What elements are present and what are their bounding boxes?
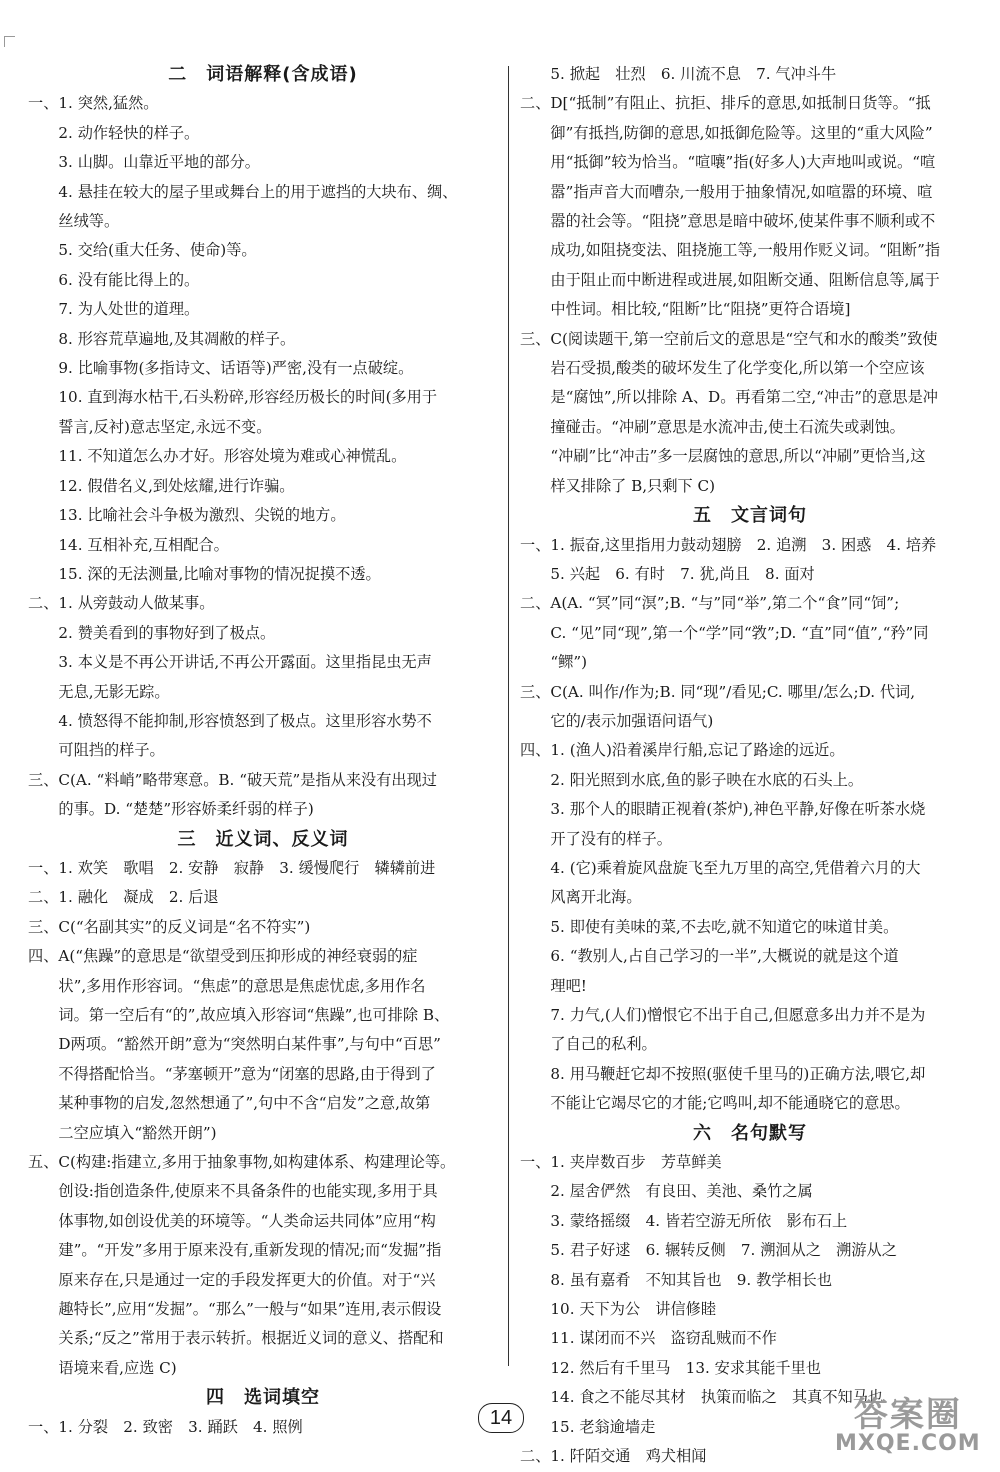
answer-line: 不能让它竭尽它的才能;它鸣叫,却不能通晓它的意思。: [520, 1094, 910, 1113]
column-divider: [508, 66, 509, 1366]
page-number: 14: [478, 1403, 524, 1433]
answer-line: 四、1. (渔人)沿着溪岸行船,忘记了路途的远近。: [520, 741, 845, 760]
answer-line: 二、1. 融化 凝成 2. 后退: [28, 888, 219, 907]
answer-line: 建”。“开发”多用于原来没有,重新发现的情况;而“发掘”指: [28, 1241, 442, 1260]
answer-line: 2. 阳光照到水底,鱼的影子映在水底的石头上。: [520, 770, 864, 789]
answer-line: 开了没有的样子。: [520, 829, 672, 848]
answer-line: 二、D[“抵制”有阻止、抗拒、排斥的意思,如抵制日货等。“抵: [520, 94, 931, 113]
answer-line: 15. 深的无法测量,比喻对事物的情况捉摸不透。: [28, 564, 381, 583]
answer-line: 岩石受损,酸类的破坏发生了化学变化,所以第一个空应该: [520, 359, 925, 378]
answer-line: 一、1. 分裂 2. 致密 3. 踊跃 4. 照例: [28, 1417, 303, 1436]
answer-line: 某种事物的启发,忽然想通了”,句中不含“启发”之意,故第: [28, 1094, 431, 1113]
answer-line: 二空应填入“豁然开朗”): [28, 1123, 217, 1142]
answer-line: 中性词。相比较,“阻断”比“阻挠”更符合语境]: [520, 300, 851, 319]
answer-line: “冲刷”比“冲击”多一层腐蚀的意思,所以“冲刷”更恰当,这: [520, 447, 926, 466]
answer-line: 4. 悬挂在较大的屋子里或舞台上的用于遮挡的大块布、绸、: [28, 182, 458, 201]
answer-line: 无息,无影无踪。: [28, 682, 170, 701]
answer-line: 样又排除了 B,只剩下 C): [520, 476, 716, 495]
answer-line: 是“腐蚀”,所以排除 A、D。再看第二空,“冲击”的意思是冲: [520, 388, 938, 407]
watermark-url: MXQE.COM: [835, 1431, 981, 1456]
answer-line: 丝绒等。: [28, 212, 120, 231]
answer-line: 理吧!: [520, 976, 587, 995]
answer-line: 誓言,反衬)意志坚定,永远不变。: [28, 417, 272, 436]
answer-line: D两项。“豁然开朗”意为“突然明白某件事”,与句中“百思”: [28, 1035, 441, 1054]
answer-line: 3. 蒙络摇缀 4. 皆若空游无所依 影布石上: [520, 1211, 848, 1230]
section-heading: 六 名句默写: [693, 1122, 807, 1144]
answer-line: 9. 比喻事物(多指诗文、话语等)严密,没有一点破绽。: [28, 359, 414, 378]
watermark: [835, 1395, 981, 1456]
answer-line: 15. 老翁逾墙走: [520, 1417, 656, 1436]
answer-line: 14. 食之不能尽其材 执策而临之 其真不知马也: [520, 1388, 884, 1407]
answer-line: 5. 交给(重大任务、使命)等。: [28, 241, 257, 260]
answer-line: 二、1. 从旁鼓动人做某事。: [28, 594, 215, 613]
answer-line: 8. 虽有嘉肴 不知其旨也 9. 教学相长也: [520, 1270, 833, 1289]
right-column: [520, 60, 980, 1472]
answer-line: 7. 为人处世的道理。: [28, 300, 200, 319]
answer-line: 嚣的社会等。“阻挠”意思是暗中破坏,使某件事不顺利或不: [520, 212, 936, 231]
answer-line: 5. 掀起 壮烈 6. 川流不息 7. 气冲斗牛: [520, 65, 837, 83]
answer-line: 14. 互相补充,互相配合。: [28, 535, 229, 554]
answer-line: 三、C(A. 叫作/作为;B. 同“现”/看见;C. 哪里/怎么;D. 代词,: [520, 682, 916, 701]
answer-line: 7. 力气,(人们)憎恨它不出于自己,但愿意多出力并不是为: [520, 1006, 926, 1024]
answer-line: 嚣”指声音大而嘈杂,一般用于抽象情况,如喧嚣的环境、喧: [520, 182, 933, 201]
answer-line: 一、1. 突然,猛然。: [28, 94, 159, 113]
answer-line: 撞碰击。“冲刷”意思是水流冲击,使土石流失或剥蚀。: [520, 417, 905, 436]
answer-line: 5. 君子好逑 6. 辗转反侧 7. 溯洄从之 溯游从之: [520, 1241, 897, 1260]
answer-line: 体事物,如创设优美的环境等。“人类命运共同体”应用“构: [28, 1211, 436, 1230]
answer-line: 2. 赞美看到的事物好到了极点。: [28, 623, 276, 642]
answer-line: 3. 山脚。山靠近平地的部分。: [28, 153, 260, 172]
corner-crop-mark: [4, 36, 15, 47]
answer-line: 二、1. 阡陌交通 鸡犬相闻: [520, 1447, 707, 1466]
answer-line: 三、C(A. “料峭”略带寒意。B. “破天荒”是指从来没有出现过: [28, 770, 437, 789]
answer-line: 风离开北海。: [520, 888, 642, 907]
answer-line: 由于阻止而中断进程或进展,如阻断交通、阻断信息等,属于: [520, 270, 940, 289]
answer-line: 成功,如阻挠变法、阻挠施工等,一般用作贬义词。“阻断”指: [520, 241, 941, 260]
answer-line: 一、1. 夹岸数百步 芳草鲜美: [520, 1153, 722, 1172]
answer-line: 创设:指创造条件,使原来不具备条件的也能实现,多用于具: [28, 1182, 438, 1201]
answer-line: 五、C(构建:指建立,多用于抽象事物,如构建体系、构建理论等。: [28, 1153, 456, 1172]
answer-line: 可阻挡的样子。: [28, 741, 165, 760]
answer-line: 6. 没有能比得上的。: [28, 270, 200, 289]
answer-line: “鳏”): [520, 653, 588, 672]
left-column: [28, 60, 498, 1442]
answer-line: 6. “教别人,占自己学习的一半”,大概说的就是这个道: [520, 947, 899, 966]
answer-line: 了自己的私利。: [520, 1035, 657, 1054]
answer-line: 关系;“反之”常用于表示转折。根据近义词的意义、搭配和: [28, 1329, 444, 1348]
answer-line: 一、1. 振奋,这里指用力鼓动翅膀 2. 追溯 3. 困惑 4. 培养: [520, 535, 937, 554]
answer-line: 3. 本义是不再公开讲话,不再公开露面。这里指昆虫无声: [28, 653, 432, 672]
answer-line: 10. 直到海水枯干,石头粉碎,形容经历极长的时间(多用于: [28, 388, 438, 407]
answer-line: 2. 动作轻快的样子。: [28, 123, 200, 142]
answer-line: 11. 谋闭而不兴 盗窃乱贼而不作: [520, 1329, 777, 1348]
section-heading: 四 选词填空: [206, 1387, 320, 1409]
section-heading: 五 文言词句: [693, 505, 807, 527]
answer-line: 三、C(“名副其实”的反义词是“名不符实”): [28, 917, 311, 936]
answer-line: 4. 愤怒得不能抑制,形容愤怒到了极点。这里形容水势不: [28, 711, 432, 730]
section-heading: 三 近义词、反义词: [177, 828, 349, 850]
answer-line: 词。第一空后有“的”,故应填入形容词“焦躁”,也可排除 B、: [28, 1006, 450, 1024]
answer-line: 的事。D. “楚楚”形容娇柔纤弱的样子): [28, 800, 314, 819]
answer-line: 御”有抵挡,防御的意思,如抵御危险等。这里的“重大风险”: [520, 123, 933, 142]
answer-line: 不得搭配恰当。“茅塞顿开”意为“闭塞的思路,由于得到了: [28, 1064, 436, 1083]
answer-line: 一、1. 欢笑 歌唱 2. 安静 寂静 3. 缓慢爬行 辚辚前进: [28, 858, 436, 877]
answer-line: 3. 那个人的眼睛正视着(茶炉),神色平静,好像在听茶水烧: [520, 800, 926, 819]
watermark-logo: 答案圈: [853, 1395, 962, 1435]
answer-line: 8. 用马鞭赶它却不按照(驱使千里马的)正确方法,喂它,却: [520, 1064, 926, 1083]
answer-line: 状”,多用作形容词。“焦虑”的意思是焦虑忧虑,多用作名: [28, 976, 426, 995]
answer-line: 趣特长”,应用“发掘”。“那么”一般与“如果”连用,表示假设: [28, 1300, 442, 1319]
section-heading: 二 词语解释(含成语): [168, 64, 358, 85]
answer-line: 用“抵御”较为恰当。“喧嚷”指(好多人)大声地叫或说。“喧: [520, 153, 936, 172]
answer-line: 12. 假借名义,到处炫耀,进行诈骗。: [28, 476, 295, 495]
answer-line: 8. 形容荒草遍地,及其凋敝的样子。: [28, 329, 296, 348]
answer-line: 10. 天下为公 讲信修睦: [520, 1300, 717, 1319]
answer-line: 四、A(“焦躁”的意思是“欲望受到压抑形成的神经衰弱的症: [28, 947, 418, 966]
answer-line: 三、C(阅读题干,第一空前后文的意思是“空气和水的酸类”致使: [520, 329, 938, 348]
answer-line: 13. 比喻社会斗争极为激烈、尖锐的地方。: [28, 506, 346, 525]
answer-line: 4. (它)乘着旋风盘旋飞至九万里的高空,凭借着六月的大: [520, 858, 921, 877]
answer-line: 二、A(A. “冥”同“溟”;B. “与”同“举”,第二个“食”同“饲”;: [520, 594, 900, 613]
answer-line: 5. 即使有美味的菜,不去吃,就不知道它的味道甘美。: [520, 917, 899, 936]
answer-line: 它的/表示加强语问语气): [520, 711, 714, 730]
answer-line: 原来存在,只是通过一定的手段发挥更大的价值。对于“兴: [28, 1270, 436, 1289]
answer-line: C. “见”同“现”,第一个“学”同“敩”;D. “直”同“值”,“矜”同: [520, 623, 929, 642]
answer-line: 11. 不知道怎么办才好。形容处境为难或心神慌乱。: [28, 447, 407, 466]
answer-line: 语境来看,应选 C): [28, 1358, 177, 1377]
answer-line: 2. 屋舍俨然 有良田、美池、桑竹之属: [520, 1182, 813, 1201]
answer-line: 5. 兴起 6. 有时 7. 犹,尚且 8. 面对: [520, 564, 815, 583]
answer-line: 12. 然后有千里马 13. 安求其能千里也: [520, 1358, 821, 1377]
